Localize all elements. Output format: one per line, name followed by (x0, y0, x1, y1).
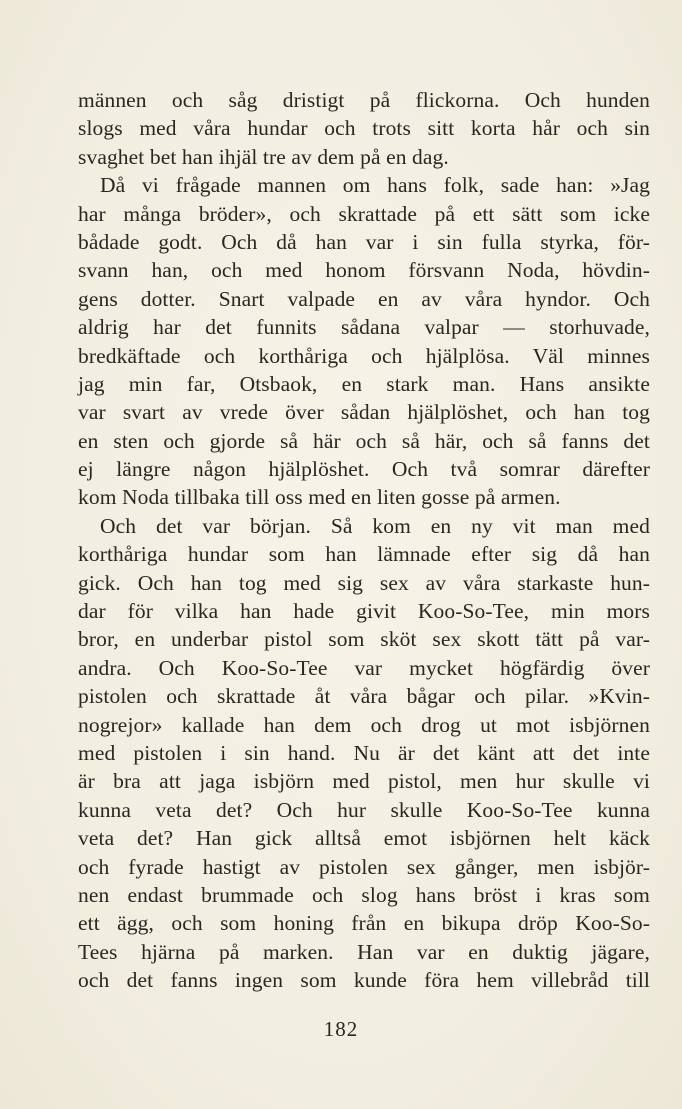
text-line: kom Noda tillbaka till oss med en liten gosse på armen. (78, 485, 561, 510)
text-line: med pistolen i sin hand. Nu är det känt att det inte (78, 740, 650, 765)
text-line: andra. Och Koo-So-Tee var mycket högfärdig över (78, 655, 650, 680)
text-line: och fyrade hastigt av pistolen sex gånger, men isbjör- (78, 854, 650, 879)
text-line: aldrig har det funnits sådana valpar — storhuvade, (78, 315, 650, 340)
text-line: bror, en underbar pistol som sköt sex skott tätt på var- (78, 627, 650, 652)
text-line: Då vi frågade mannen om hans folk, sade han: »Jag (100, 173, 650, 198)
text-line: och det fanns ingen som kunde föra hem villebråd till (78, 968, 650, 993)
text-line: har många bröder», och skrattade på ett sätt som icke (78, 201, 650, 226)
text-line: jag min far, Otsbaok, en stark man. Hans ansikte (78, 371, 650, 396)
page-number: 182 (323, 1017, 359, 1041)
text-line: Tees hjärna på marken. Han var en duktig jägare, (78, 939, 650, 964)
body-text (78, 86, 650, 995)
text-line: är bra att jaga isbjörn med pistol, men hur skulle vi (78, 769, 650, 794)
text-line: nen endast brummade och slog hans bröst i kras som (78, 882, 650, 907)
text-line: bredkäftade och korthåriga och hjälplösa. Väl minnes (78, 343, 650, 368)
text-line: gens dotter. Snart valpade en av våra hyndor. Och (78, 286, 650, 311)
text-line: ett ägg, och som honing från en bikupa dröp Koo-So- (78, 911, 650, 936)
text-line: dar för vilka han hade givit Koo-So-Tee, min mors (78, 599, 650, 624)
text-line: svann han, och med honom försvann Noda, hövdin- (78, 258, 650, 283)
text-line: korthåriga hundar som han lämnade efter sig då han (78, 542, 650, 567)
text-line: pistolen och skrattade åt våra bågar och pilar. »Kvin- (78, 684, 650, 709)
text-line: bådade godt. Och då han var i sin fulla styrka, för- (78, 229, 650, 254)
text-line: slogs med våra hundar och trots sitt korta hår och sin (78, 116, 650, 141)
text-line: svaghet bet han ihjäl tre av dem på en dag. (78, 144, 449, 169)
text-line: männen och såg dristigt på flickorna. Och hunden (78, 88, 650, 112)
text-line: var svart av vrede över sådan hjälplöshet, och han tog (78, 400, 650, 425)
text-line: kunna veta det? Och hur skulle Koo-So-Tee kunna (78, 797, 650, 822)
text-line: Och det var början. Så kom en ny vit man med (100, 513, 650, 538)
text-line: nogrejor» kallade han dem och drog ut mot isbjörnen (78, 712, 650, 737)
text-line: gick. Och han tog med sig sex av våra starkaste hun- (78, 570, 650, 595)
text-line: en sten och gjorde så här och så här, och så fanns det (78, 428, 650, 453)
text-line: ej längre någon hjälplöshet. Och två somrar därefter (78, 457, 650, 482)
text-line: veta det? Han gick alltså emot isbjörnen helt käck (78, 826, 650, 851)
